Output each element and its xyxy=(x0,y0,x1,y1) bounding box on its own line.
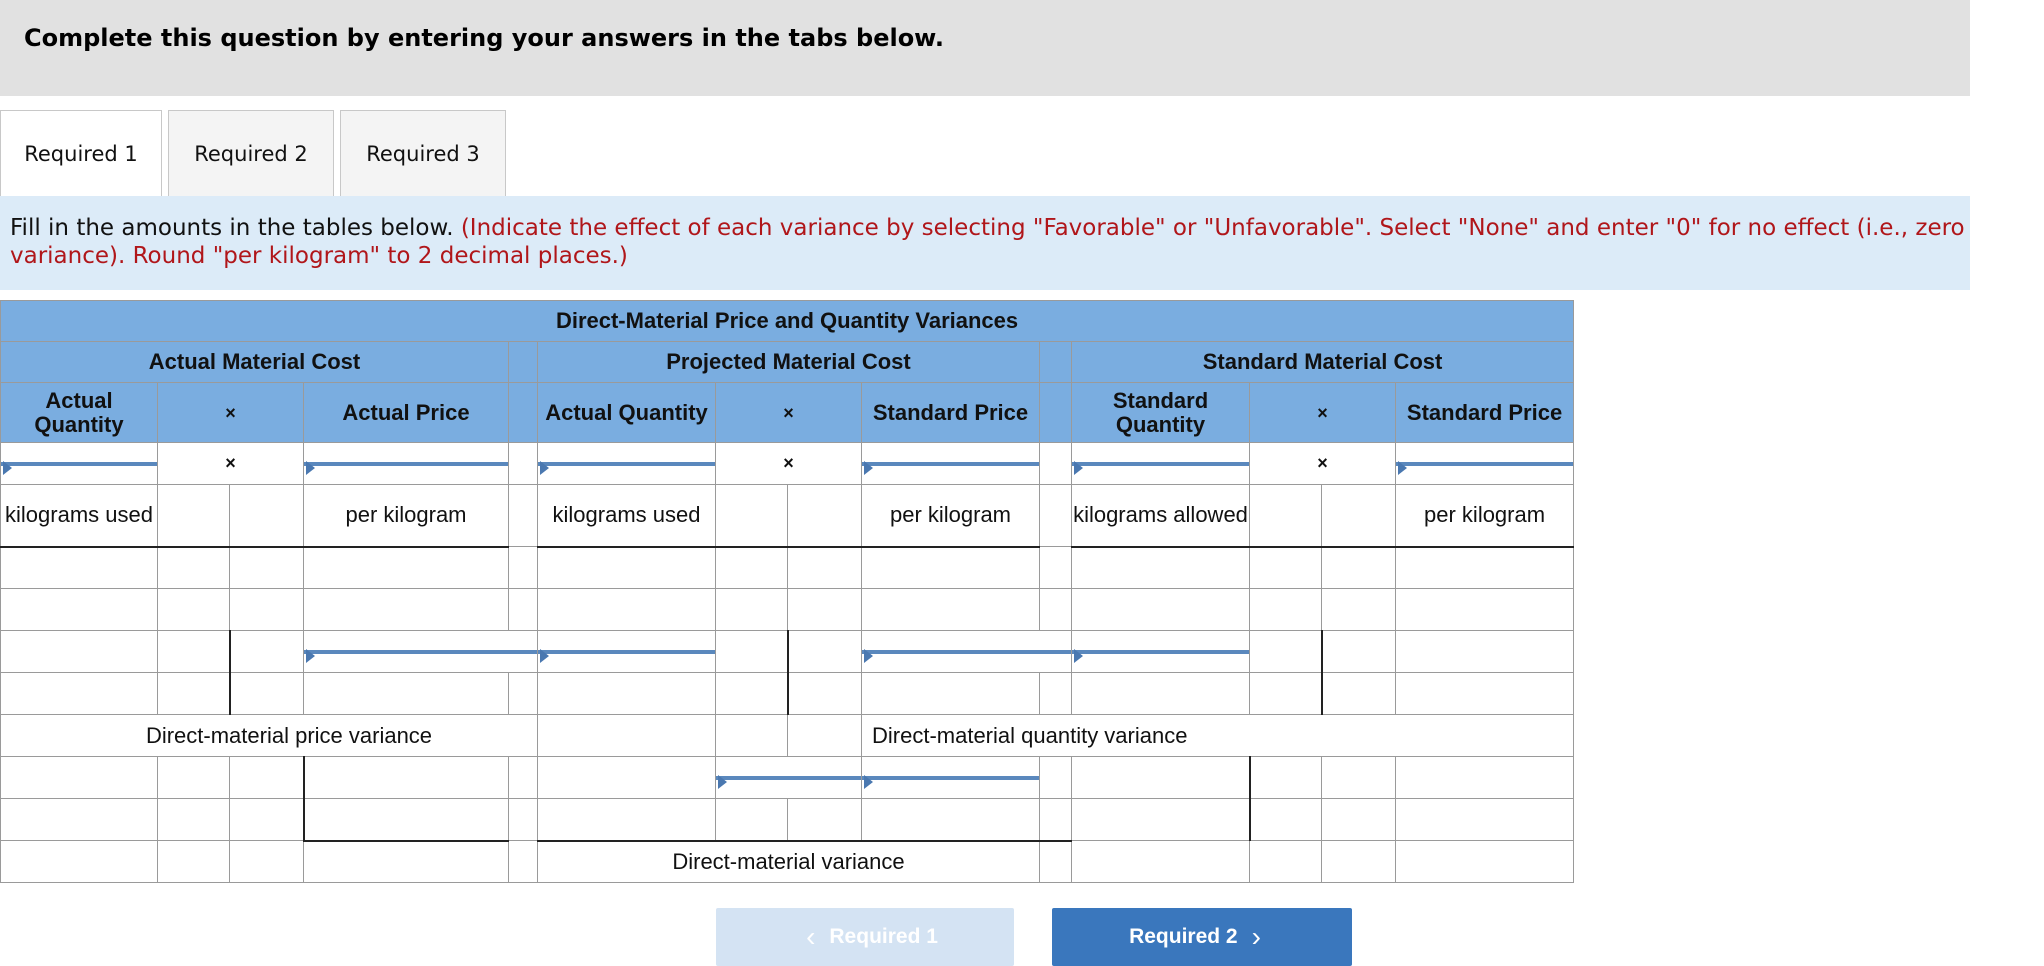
col-proj-standard-price: Standard Price xyxy=(862,383,1040,443)
total-variance-amount-input[interactable] xyxy=(716,757,862,799)
quantity-variance-amount-input[interactable] xyxy=(862,631,1072,673)
price-variance-amount-input[interactable] xyxy=(304,631,538,673)
unit-kg-allowed: kilograms allowed xyxy=(1072,485,1250,547)
spacer xyxy=(1040,443,1072,485)
unit-per-kg: per kilogram xyxy=(304,485,509,547)
col-proj-actual-quantity: Actual Quantity xyxy=(538,383,716,443)
times-icon: × xyxy=(716,443,862,485)
table-title: Direct-Material Price and Quantity Variances xyxy=(1,301,1574,342)
unit-kg-used: kilograms used xyxy=(1,485,158,547)
quantity-variance-label: Direct-material quantity variance xyxy=(862,715,1574,757)
next-required-button[interactable] xyxy=(1052,908,1352,966)
proj-standard-price-input[interactable] xyxy=(862,443,1040,485)
price-variance-label: Direct-material price variance xyxy=(1,715,538,757)
total-variance-label: Direct-material variance xyxy=(538,841,1040,883)
col-actual-price: Actual Price xyxy=(304,383,509,443)
spacer xyxy=(509,342,538,383)
section-actual: Actual Material Cost xyxy=(1,342,509,383)
tab-required-1[interactable]: Required 1 xyxy=(0,110,162,196)
spacer xyxy=(1040,342,1072,383)
unit-kg-used-proj: kilograms used xyxy=(538,485,716,547)
col-actual-quantity: Actual Quantity xyxy=(1,383,158,443)
tab-required-2[interactable]: Required 2 xyxy=(168,110,334,196)
spacer xyxy=(509,443,538,485)
times-icon: × xyxy=(716,383,862,443)
proj-actual-quantity-input[interactable] xyxy=(538,443,716,485)
standard-quantity-input[interactable] xyxy=(1072,443,1250,485)
col-standard-quantity: Standard Quantity xyxy=(1072,383,1250,443)
tab-required-3[interactable]: Required 3 xyxy=(340,110,506,196)
page-title: Complete this question by entering your answers in the tabs below. xyxy=(24,24,944,52)
instructions-text xyxy=(10,214,1970,274)
prev-required-button[interactable] xyxy=(716,908,1014,966)
variance-table xyxy=(0,300,1574,883)
spacer xyxy=(1040,383,1072,443)
quantity-variance-effect-select[interactable] xyxy=(1072,631,1250,673)
times-icon: × xyxy=(158,443,304,485)
unit-per-kg-std: per kilogram xyxy=(1396,485,1574,547)
chevron-left-icon: ‹ xyxy=(806,921,816,952)
actual-quantity-input[interactable] xyxy=(1,443,158,485)
times-icon: × xyxy=(1250,383,1396,443)
price-variance-effect-select[interactable] xyxy=(538,631,716,673)
instructions-plain: Fill in the amounts in the tables below. xyxy=(10,215,454,241)
std-standard-price-input[interactable] xyxy=(1396,443,1574,485)
section-projected: Projected Material Cost xyxy=(538,342,1040,383)
times-icon: × xyxy=(1250,443,1396,485)
next-required-label: Required 2 xyxy=(1129,925,1238,948)
col-std-standard-price: Standard Price xyxy=(1396,383,1574,443)
times-icon: × xyxy=(158,383,304,443)
section-standard: Standard Material Cost xyxy=(1072,342,1574,383)
instructions-red: (Indicate the effect of each variance by selecting "Favorable" or "Unfavorable". Select "None" and enter "0" for no effect (i.e., zero variance). Round "per kilogram" to 2 decimal places.) xyxy=(10,215,1965,269)
spacer xyxy=(509,383,538,443)
total-variance-effect-select[interactable] xyxy=(862,757,1040,799)
chevron-right-icon: › xyxy=(1251,921,1261,952)
prev-required-label: Required 1 xyxy=(829,925,938,948)
actual-price-input[interactable] xyxy=(304,443,509,485)
unit-per-kg-proj: per kilogram xyxy=(862,485,1040,547)
